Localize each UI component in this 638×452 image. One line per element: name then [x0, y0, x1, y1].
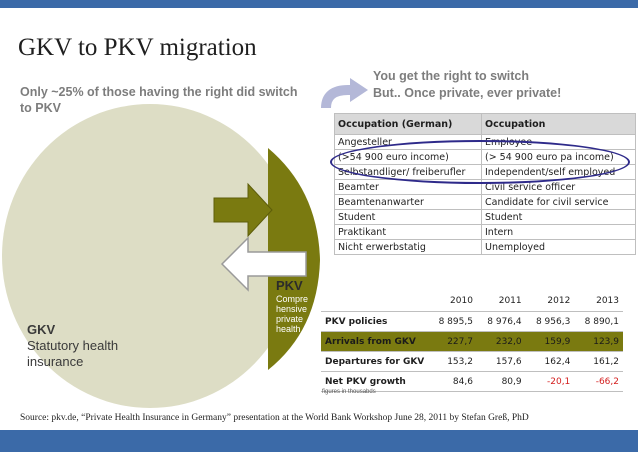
cell-value: 84,6 — [428, 372, 477, 392]
slide-title: GKV to PKV migration — [18, 34, 257, 61]
gkv-title: GKV — [27, 322, 56, 337]
pkv-line-3: private — [276, 314, 304, 324]
cell-value: 123,9 — [574, 332, 623, 352]
employee-highlight-ring — [330, 140, 630, 184]
table-row — [335, 210, 636, 225]
source-citation: Source: pkv.de, “Private Health Insurance in Germany” presentation at the World Bank Workshop June 28, 2011 by Stefan Greß, PhD — [20, 413, 529, 423]
gkv-line-2: insurance — [27, 354, 84, 369]
pkv-title: PKV — [276, 278, 303, 293]
cell-value: 8 976,4 — [477, 312, 526, 332]
cell-value: 232,0 — [477, 332, 526, 352]
callout-line-1: You get the right to switch — [373, 69, 530, 83]
curved-arrow-icon — [326, 90, 352, 108]
table-row — [335, 225, 636, 240]
table-row — [335, 240, 636, 255]
cell-value: 227,7 — [428, 332, 477, 352]
occupation-english: Civil service officer — [482, 180, 636, 195]
table-row — [321, 312, 623, 332]
cell-value: 8 895,5 — [428, 312, 477, 332]
cell-value: 161,2 — [574, 352, 623, 372]
occupation-english: Student — [482, 210, 636, 225]
occupation-header-german: Occupation (German) — [335, 114, 482, 135]
occupation-header-row — [335, 114, 636, 135]
cell-value-negative: -20,1 — [526, 372, 575, 392]
cell-value: 8 956,3 — [526, 312, 575, 332]
gkv-label — [27, 322, 118, 370]
occupation-english: Employee — [482, 135, 636, 150]
year-header: 2013 — [574, 290, 623, 312]
pkv-line-1: Compre — [276, 294, 309, 304]
occupation-german: Beamtenanwarter — [335, 195, 482, 210]
occupation-english: Unemployed — [482, 240, 636, 255]
occupation-table — [334, 113, 636, 255]
occupation-german: Praktikant — [335, 225, 482, 240]
callout-line-2: But.. Once private, ever private! — [373, 86, 562, 100]
pkv-line-4: health — [276, 324, 301, 334]
occupation-german: (>54 900 euro income) — [335, 150, 482, 165]
cell-value: 153,2 — [428, 352, 477, 372]
occupation-german: Nicht erwerbstatig — [335, 240, 482, 255]
switch-callout — [373, 68, 561, 102]
cell-value-negative: -66,2 — [574, 372, 623, 392]
pkv-label — [276, 278, 308, 334]
units-note: figures in thousabds — [322, 389, 376, 395]
pkv-stats-table — [321, 290, 623, 392]
slide-subtitle: Only ~25% of those having the right did switch to PKV — [20, 85, 298, 115]
gkv-line-1: Statutory health — [27, 338, 119, 353]
occupation-german: Selbstandliger/ freiberufler — [335, 165, 482, 180]
row-label: Arrivals from GKV — [321, 332, 428, 352]
curved-arrow-head-icon — [350, 78, 368, 102]
occupation-german: Student — [335, 210, 482, 225]
row-label: Net PKV growth — [321, 372, 428, 392]
bottom-bar — [0, 430, 638, 452]
cell-value: 80,9 — [477, 372, 526, 392]
stats-header-row — [321, 290, 623, 312]
stats-header-blank — [321, 290, 428, 312]
occupation-english: (> 54 900 euro pa income) — [482, 150, 636, 165]
occupation-english: Candidate for civil service — [482, 195, 636, 210]
occupation-german: Beamter — [335, 180, 482, 195]
table-row — [321, 332, 623, 352]
year-header: 2012 — [526, 290, 575, 312]
cell-value: 162,4 — [526, 352, 575, 372]
occupation-english: Independent/self employed — [482, 165, 636, 180]
cell-value: 159,9 — [526, 332, 575, 352]
table-row — [321, 352, 623, 372]
year-header: 2010 — [428, 290, 477, 312]
occupation-header-english: Occupation — [482, 114, 636, 135]
row-label: PKV policies — [321, 312, 428, 332]
pkv-line-2: hensive — [276, 304, 308, 314]
occupation-english: Intern — [482, 225, 636, 240]
cell-value: 157,6 — [477, 352, 526, 372]
occupation-german: Angesteller — [335, 135, 482, 150]
table-row — [335, 195, 636, 210]
cell-value: 8 890,1 — [574, 312, 623, 332]
year-header: 2011 — [477, 290, 526, 312]
row-label: Departures for GKV — [321, 352, 428, 372]
